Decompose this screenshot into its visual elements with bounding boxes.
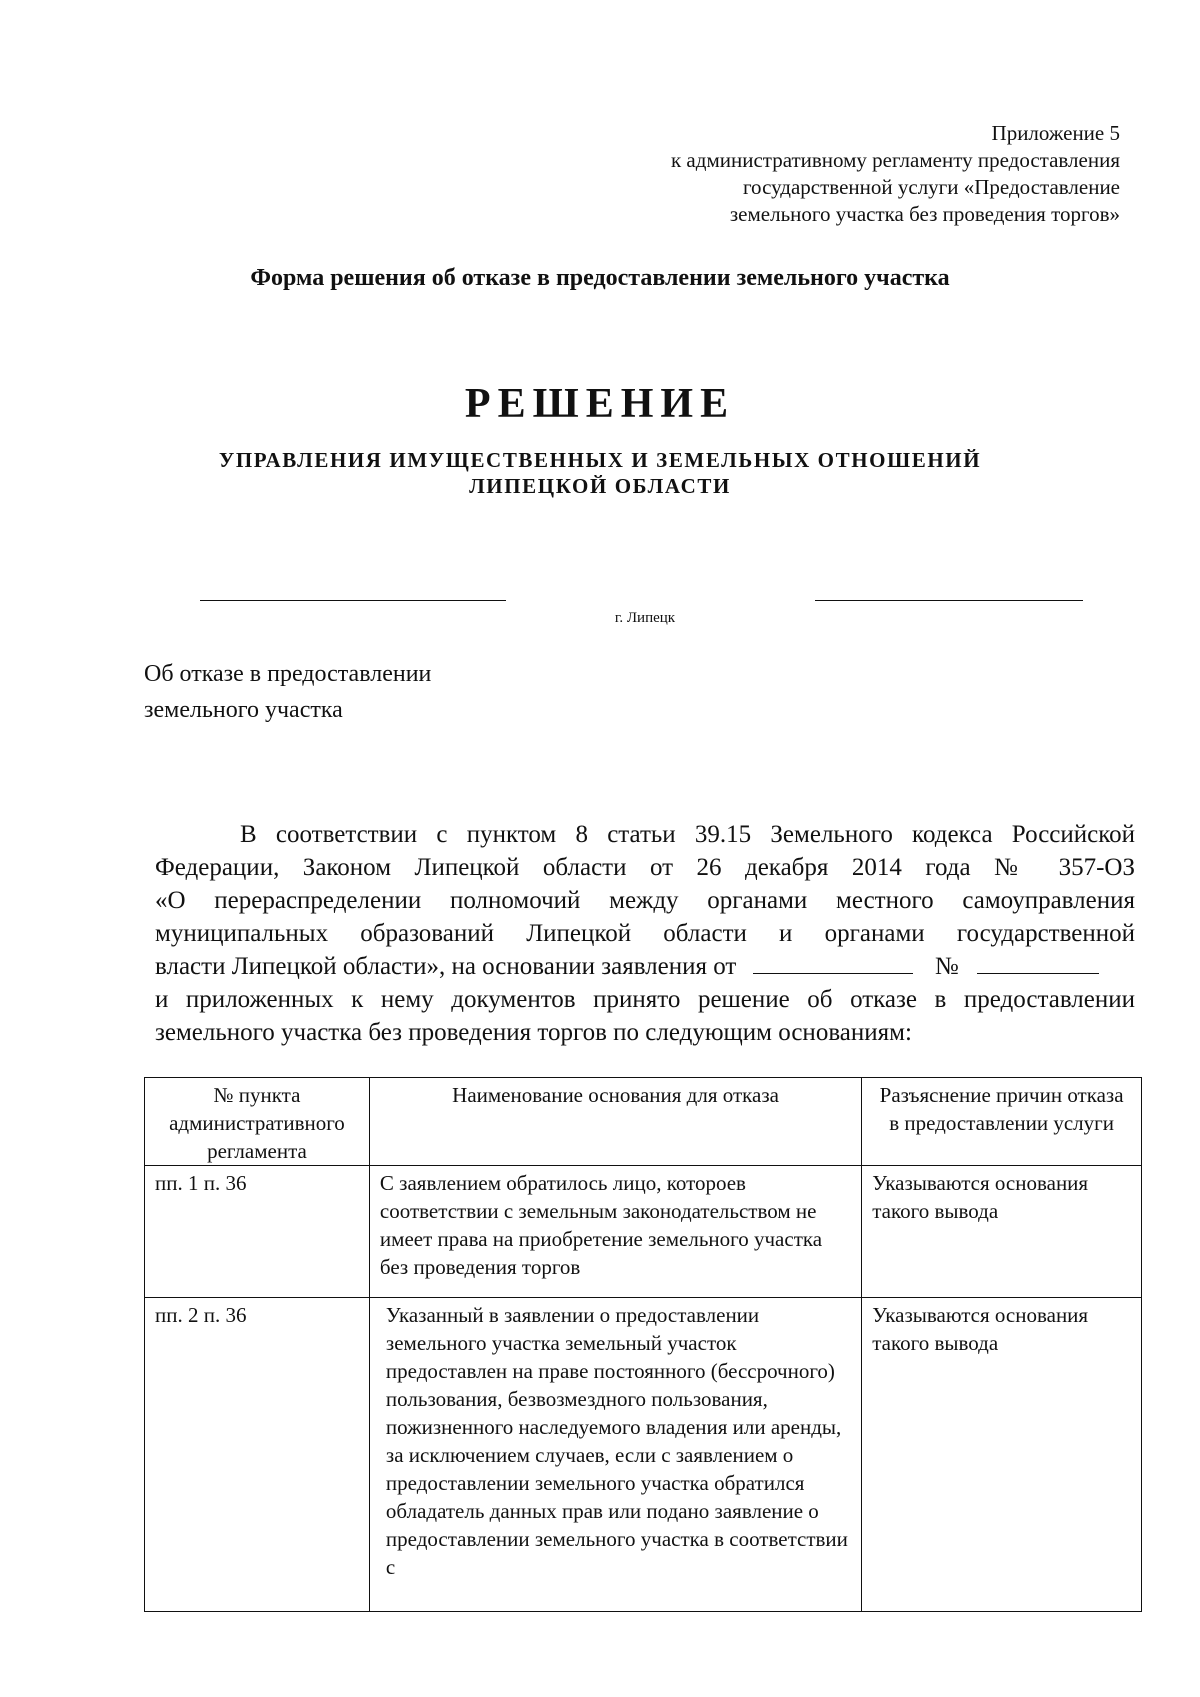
table-header-row: [145, 1078, 1142, 1166]
organization-line: УПРАВЛЕНИЯ ИМУЩЕСТВЕННЫХ И ЗЕМЕЛЬНЫХ ОТНОШЕНИЙ: [218, 448, 982, 472]
table-row: [145, 1298, 1142, 1612]
cell-item: пп. 1 п. 36: [145, 1166, 370, 1298]
number-sign: №: [934, 953, 959, 980]
decision-title: РЕШЕНИЕ: [464, 381, 736, 427]
organization-name: [0, 447, 1200, 499]
subject-line: Об отказе в предоставлении: [144, 661, 432, 687]
body-line: В соответствии с пунктом 8 статьи 39.15 Земельного кодекса Российской: [240, 821, 1135, 848]
body-line: Федерации, Законом Липецкой области от 26 декабря 2014 года № 357-ОЗ: [155, 854, 1135, 881]
body-line: и приложенных к нему документов принято решение об отказе в предоставлении: [155, 986, 1135, 1013]
city-label: г. Липецк: [614, 610, 676, 626]
body-line: муниципальных образований Липецкой области и органами государственной: [155, 920, 1135, 947]
cell-ground: С заявлением обратилось лицо, котороев соответствии с земельным законодательством не имеет права на приобретение земельного участка без проведения торгов: [369, 1166, 861, 1298]
application-number-blank: [977, 951, 1099, 974]
appendix-line: Приложение 5: [991, 121, 1120, 145]
subject-line: земельного участка: [144, 697, 343, 723]
table-row: [145, 1166, 1142, 1298]
appendix-line: земельного участка без проведения торгов»: [729, 202, 1120, 226]
body-line-application: [155, 950, 1135, 983]
header-explanation: Разъяснение причин отказа в предоставлении услуги: [862, 1078, 1142, 1166]
cell-ground: Указанный в заявлении о предоставлении земельного участка земельный участок предоставлен на праве постоянного (бессрочного) пользования, безвозмездного пользования, пожизненного наследуемого владения или аренды, за исключением случаев, если с заявлением о предоставлении земельного участка обратился обладатель данных прав или подано заявление о предоставлении земельного участка в соответствии с: [369, 1298, 861, 1612]
header-ground-name: Наименование основания для отказа: [369, 1078, 861, 1166]
body-line: «О перераспределении полномочий между органами местного самоуправления: [155, 887, 1135, 914]
body-line: земельного участка без проведения торгов по следующим основаниям:: [155, 1019, 912, 1046]
appendix-line: к административному регламенту предоставления: [670, 148, 1120, 172]
cell-item: пп. 2 п. 36: [145, 1298, 370, 1612]
subject: [144, 656, 431, 728]
body-paragraph: [155, 818, 1135, 1049]
date-blank: [200, 600, 506, 601]
number-blank: [815, 600, 1083, 601]
form-title: Форма решения об отказе в предоставлении земельного участка: [250, 265, 950, 291]
refusal-grounds-table: [144, 1077, 1142, 1612]
application-date-blank: [753, 951, 913, 974]
appendix-header: [560, 120, 1120, 228]
organization-line: ЛИПЕЦКОЙ ОБЛАСТИ: [469, 474, 731, 498]
body-line-text: власти Липецкой области», на основании заявления от: [155, 953, 737, 980]
cell-explanation: Указываются основания такого вывода: [862, 1298, 1142, 1612]
header-item-number: № пункта административного регламента: [145, 1078, 370, 1166]
cell-explanation: Указываются основания такого вывода: [862, 1166, 1142, 1298]
appendix-line: государственной услуги «Предоставление: [742, 175, 1120, 199]
